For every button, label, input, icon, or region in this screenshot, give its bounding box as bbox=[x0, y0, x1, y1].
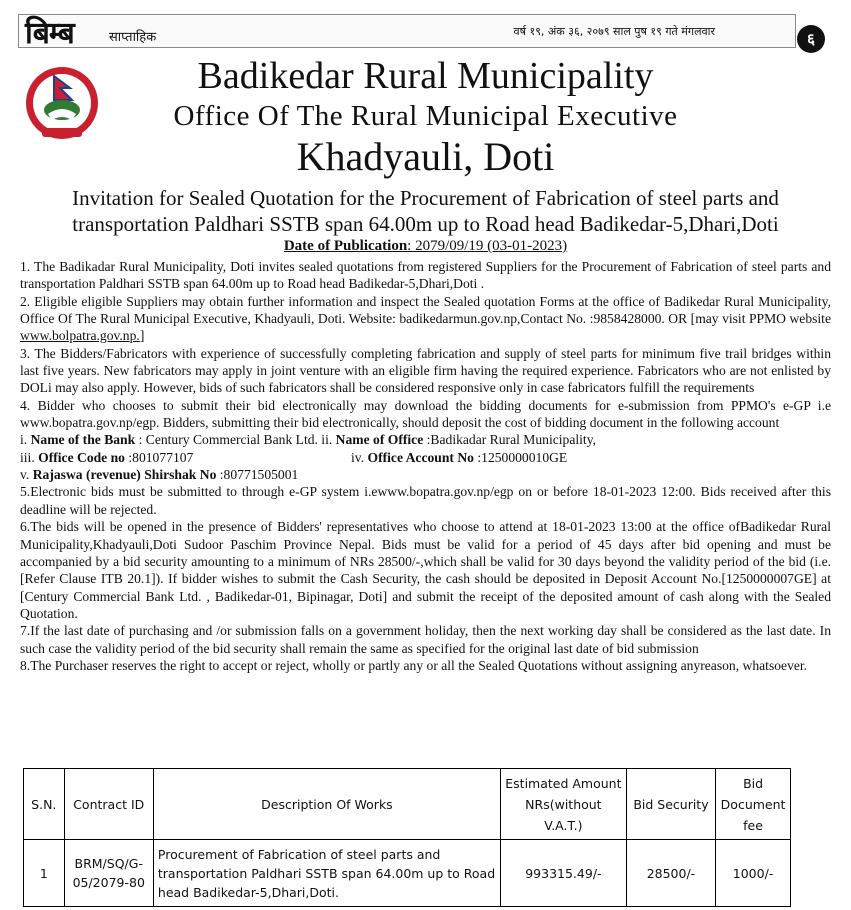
office-label: Name of Office bbox=[335, 432, 424, 448]
office-code bbox=[20, 450, 193, 465]
notice-title: Invitation for Sealed Quotation for the Procurement of Fabrication of steel parts and transportation Paldhari SSTB span 64.00m up to Road head Badikedar-5,Dhari,Doti bbox=[72, 186, 779, 236]
clause-2-text: 2. Eligible eligible Suppliers may obtain further information and inspect the Sealed quotation Forms at the office of Badikedar Rural Municipality, Office Of The Rural Municipal Executive, Khadyauli, Doti. Website: badikedarmun.gov.np,Contact No. :9858428000. OR [may visit PPMO website bbox=[20, 293, 831, 327]
rajaswa-prefix: v. bbox=[20, 467, 33, 483]
newspaper-name: बिम्ब bbox=[25, 16, 74, 51]
clause-5: 5.Electronic bids must be submitted to through e-GP system i.ewww.bopatra.gov.np/egp on or before 18-01-2023 12:00. Bids received after this deadline will be rejected. bbox=[20, 484, 831, 517]
bank-prefix: i. bbox=[20, 432, 31, 448]
cell-bid-document-fee: 1000/- bbox=[716, 840, 791, 907]
account-prefix: iv. bbox=[351, 449, 368, 465]
clause-8: 8.The Purchaser reserves the right to accept or reject, wholly or partly any or all the Sealed Quotations without assigning anyreason, whatsoever. bbox=[20, 657, 808, 673]
office-value: :Badikadar Rural Municipality, bbox=[423, 432, 597, 448]
clause-2-end: ] bbox=[139, 328, 145, 344]
publication-date bbox=[0, 238, 851, 255]
cell-description: Procurement of Fabrication of steel parts and transportation Paldhari SSTB span 64.00m up to Road head Badikedar-5,Dhari,Doti. bbox=[153, 840, 500, 907]
newspaper-masthead bbox=[18, 14, 796, 51]
table-header-row bbox=[24, 769, 791, 840]
office-account-label: Office Account No bbox=[367, 449, 474, 465]
table-row bbox=[24, 840, 791, 907]
bank-line-2 bbox=[20, 449, 831, 466]
header-estimated-amount: Estimated Amount NRs(without V.A.T.) bbox=[500, 769, 626, 840]
notice-body bbox=[20, 258, 831, 674]
rajaswa-value: :80771505001 bbox=[216, 467, 299, 483]
works-table bbox=[23, 768, 791, 907]
clause-4: 4. Bidder who chooses to submit their bid electronically may download the bidding documents for e-submission from PPMO's e-GP i.e www.bopatra.gov.np/egp. Bidders, submitting their bid electronically, should deposit the cost of bidding document in the following account bbox=[20, 397, 831, 431]
bank-line-1 bbox=[20, 431, 831, 448]
bank-value: : Century Commercial Bank Ltd. ii. bbox=[135, 432, 336, 448]
page-number-badge: ६ bbox=[797, 25, 825, 53]
cell-estimated-amount: 993315.49/- bbox=[500, 840, 626, 907]
issue-info: वर्ष १९, अंक ३६, २०७९ साल पुष १९ गते मंगलवार bbox=[513, 25, 715, 38]
publication-label: Date of Publication bbox=[283, 238, 408, 254]
cell-bid-security: 28500/- bbox=[626, 840, 715, 907]
publication-value: : 2079/09/19 (03-01-2023) bbox=[407, 238, 568, 254]
header-bid-document-fee: Bid Document fee bbox=[716, 769, 791, 840]
code-prefix: iii. bbox=[20, 449, 39, 465]
clause-3: 3. The Bidders/Fabricators with experience of successfully completing fabrication and supply of steel parts for minimum five trail bridges within last five years. New fabricators may apply in joint venture with an eligible firm having the required experience. Fabricators who are not enlisted by DOLi may also apply. However, bids of such fabricators shall be considered responsive only in case fabricators fulfill the requirements bbox=[20, 345, 831, 396]
header-bid-security: Bid Security bbox=[626, 769, 715, 840]
office-code-label: Office Code no bbox=[38, 449, 125, 465]
rajaswa-label: Rajaswa (revenue) Shirshak No bbox=[32, 467, 217, 483]
bank-line-3 bbox=[20, 466, 831, 483]
cell-sn: 1 bbox=[24, 840, 65, 907]
clause-7: 7.If the last date of purchasing and /or submission falls on a government holiday, then the next working day shall be considered as the last date. In such case the validity period of the bid security shall remain the same as specified for the original last date of bid submission bbox=[20, 623, 831, 656]
clause-2 bbox=[20, 293, 831, 345]
header-sn: S.N. bbox=[24, 769, 65, 840]
municipality-name: Badikedar Rural Municipality bbox=[197, 55, 654, 97]
newspaper-subtitle: साप्ताहिक bbox=[109, 30, 157, 45]
header-description: Description Of Works bbox=[153, 769, 500, 840]
header-contract-id: Contract ID bbox=[64, 769, 153, 840]
office-account bbox=[351, 449, 567, 466]
location-name: Khadyauli, Doti bbox=[296, 134, 555, 179]
office-account-value: :1250000010GE bbox=[473, 449, 568, 465]
cell-contract-id: BRM/SQ/G-05/2079-80 bbox=[64, 840, 153, 907]
bank-label: Name of the Bank bbox=[30, 432, 136, 448]
office-name: Office Of The Rural Municipal Executive bbox=[173, 100, 678, 132]
ppmo-website-link[interactable]: www.bolpatra.gov.np. bbox=[20, 328, 140, 344]
clause-1: 1. The Badikadar Rural Municipality, Doti invites sealed quotations from registered Suppliers for the Procurement of Fabrication of steel parts and transportation Paldhari SSTB span 64.00m up to Road head Badikedar-5,Dhari,Doti . bbox=[20, 259, 831, 292]
office-code-value: :801077107 bbox=[124, 449, 194, 465]
clause-6: 6.The bids will be opened in the presence of Bidders' representatives who choose to attend at 18-01-2023 13:00 at the office ofBadikedar Rural Municipality,Khadyauli,Doti Sudoor Paschim Province Nepal. Bids must be valid for a period of 45 days after bid opening and must be accompanied by a bid security amounting to a minimum of NRs 28500/-,which shall be valid for 30 days beyond the validity period of the bid (i.e. [Refer Clause ITB 20.1]). If bidder wishes to submit the Cash Security, the cash should be deposited in Deposit Account No.[1250000007GE] at [Century Commercial Bank Ltd. , Badikedar-01, Bipinagar, Doti] and submit the receipt of the deposited amount of cash along with the Sealed Quotation. bbox=[20, 519, 831, 621]
